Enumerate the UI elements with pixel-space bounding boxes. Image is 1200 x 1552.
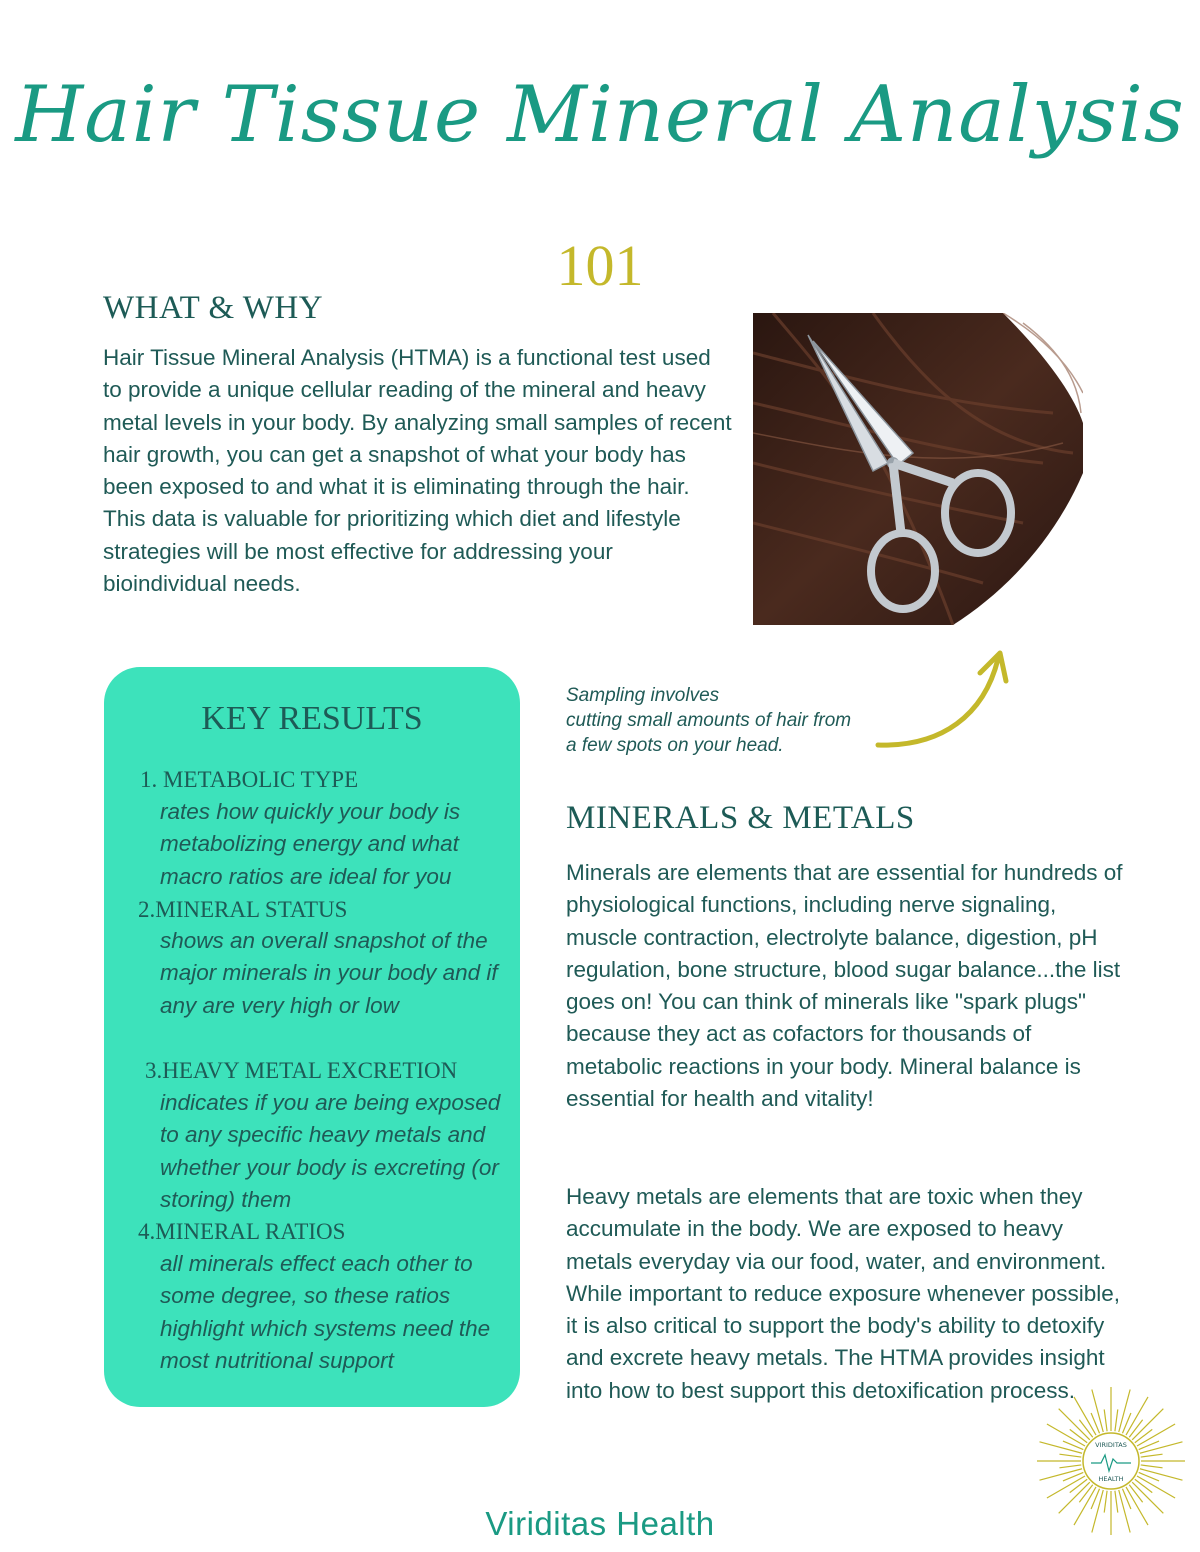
page-subtitle: 101 bbox=[556, 233, 644, 298]
key-result-desc: all minerals effect each other to some degree, so these ratios highlight which systems need the most nutritional support bbox=[160, 1251, 491, 1374]
logo-ray bbox=[1040, 1442, 1083, 1453]
key-result-desc: rates how quickly your body is metabolizing energy and what macro ratios are ideal for you bbox=[160, 799, 461, 889]
logo-ray bbox=[1040, 1469, 1083, 1480]
page-title: Hair Tissue Mineral Analysis bbox=[15, 70, 1185, 160]
logo-ray bbox=[1132, 1409, 1163, 1440]
logo-ray bbox=[1119, 1390, 1130, 1433]
hair-scissors-photo bbox=[753, 313, 1083, 625]
logo-ray bbox=[1139, 1441, 1159, 1449]
what-why-heading: WHAT & WHY bbox=[103, 290, 324, 326]
logo-ray bbox=[1115, 1409, 1118, 1431]
key-result-title: 2.MINERAL STATUS bbox=[138, 897, 348, 922]
what-why-paragraph: Hair Tissue Mineral Analysis (HTMA) is a functional test used to provide a unique cellular reading of the mineral and heavy metal levels in your body. By analyzing small samples of recent hair growth, you can get a snapshot of what your body has been exposed to and what it is eliminating through the hair. This data is valuable for prioritizing which diet and lifestyle strategies will be most effective for addressing your bioindividual needs. bbox=[103, 345, 732, 597]
caption-line: a few spots on your head. bbox=[566, 735, 784, 756]
logo-ray bbox=[1063, 1441, 1083, 1449]
photo-caption bbox=[566, 683, 906, 758]
logo-ray bbox=[1141, 1454, 1163, 1457]
caption-line: cutting small amounts of hair from bbox=[566, 710, 852, 731]
logo-ray bbox=[1140, 1469, 1183, 1480]
logo-ray bbox=[1135, 1429, 1152, 1442]
key-results-heading: KEY RESULTS bbox=[201, 700, 423, 737]
key-result-title: 4.MINERAL RATIOS bbox=[138, 1219, 346, 1244]
key-result-desc: shows an overall snapshot of the major minerals in your body and if any are very high or low bbox=[160, 928, 498, 1018]
logo-ray bbox=[1141, 1465, 1163, 1468]
key-result-title: 3.HEAVY METAL EXCRETION bbox=[145, 1058, 458, 1083]
key-result-desc: indicates if you are being exposed to any specific heavy metals and whether your body is excreting (or storing) them bbox=[160, 1090, 501, 1213]
logo-ray bbox=[1079, 1420, 1092, 1437]
key-result-title: 1. METABOLIC TYPE bbox=[140, 767, 359, 792]
logo-ray bbox=[1070, 1429, 1087, 1442]
logo-text-bottom: HEALTH bbox=[1098, 1475, 1124, 1483]
caption-line: Sampling involves bbox=[566, 685, 720, 706]
logo-ray bbox=[1104, 1409, 1107, 1431]
logo-ray bbox=[1129, 1485, 1142, 1502]
logo-ray bbox=[1059, 1465, 1081, 1468]
logo-ray bbox=[1063, 1472, 1083, 1480]
heavy-metals-paragraph: Heavy metals are elements that are toxic when they accumulate in the body. We are exposed to heavy metals everyday via our food, water, and environment. While important to reduce exposure whenever possible, it is also critical to support the body's ability to detoxify and excrete heavy metals. The HTMA provides insight into how to best support this detoxification process. bbox=[566, 1184, 1121, 1403]
logo-ray bbox=[1059, 1454, 1081, 1457]
logo-ray bbox=[1129, 1420, 1142, 1437]
curved-arrow-icon bbox=[872, 645, 1012, 755]
logo-ray bbox=[1140, 1442, 1183, 1453]
minerals-paragraph: Minerals are elements that are essential for hundreds of physiological functions, including nerve signaling, muscle contraction, electrolyte balance, digestion, pH regulation, bone structure, blood sugar balance...the list goes on! You can think of minerals like "spark plugs" because they act as cofactors for thousands of metabolic reactions in your body. Mineral balance is essential for health and vitality! bbox=[566, 860, 1123, 1112]
footer-brand: Viriditas Health bbox=[485, 1505, 715, 1542]
logo-ray bbox=[1139, 1472, 1159, 1480]
logo-ray bbox=[1135, 1479, 1152, 1492]
logo-ray bbox=[1122, 1413, 1130, 1433]
logo-ray bbox=[1079, 1485, 1092, 1502]
logo-ray bbox=[1092, 1390, 1103, 1433]
logo-ray bbox=[1091, 1413, 1099, 1433]
logo-ray bbox=[1059, 1409, 1090, 1440]
logo-ray bbox=[1070, 1479, 1087, 1492]
logo-text-top: VIRIDITAS bbox=[1095, 1441, 1127, 1449]
minerals-metals-heading: MINERALS & METALS bbox=[566, 800, 915, 836]
